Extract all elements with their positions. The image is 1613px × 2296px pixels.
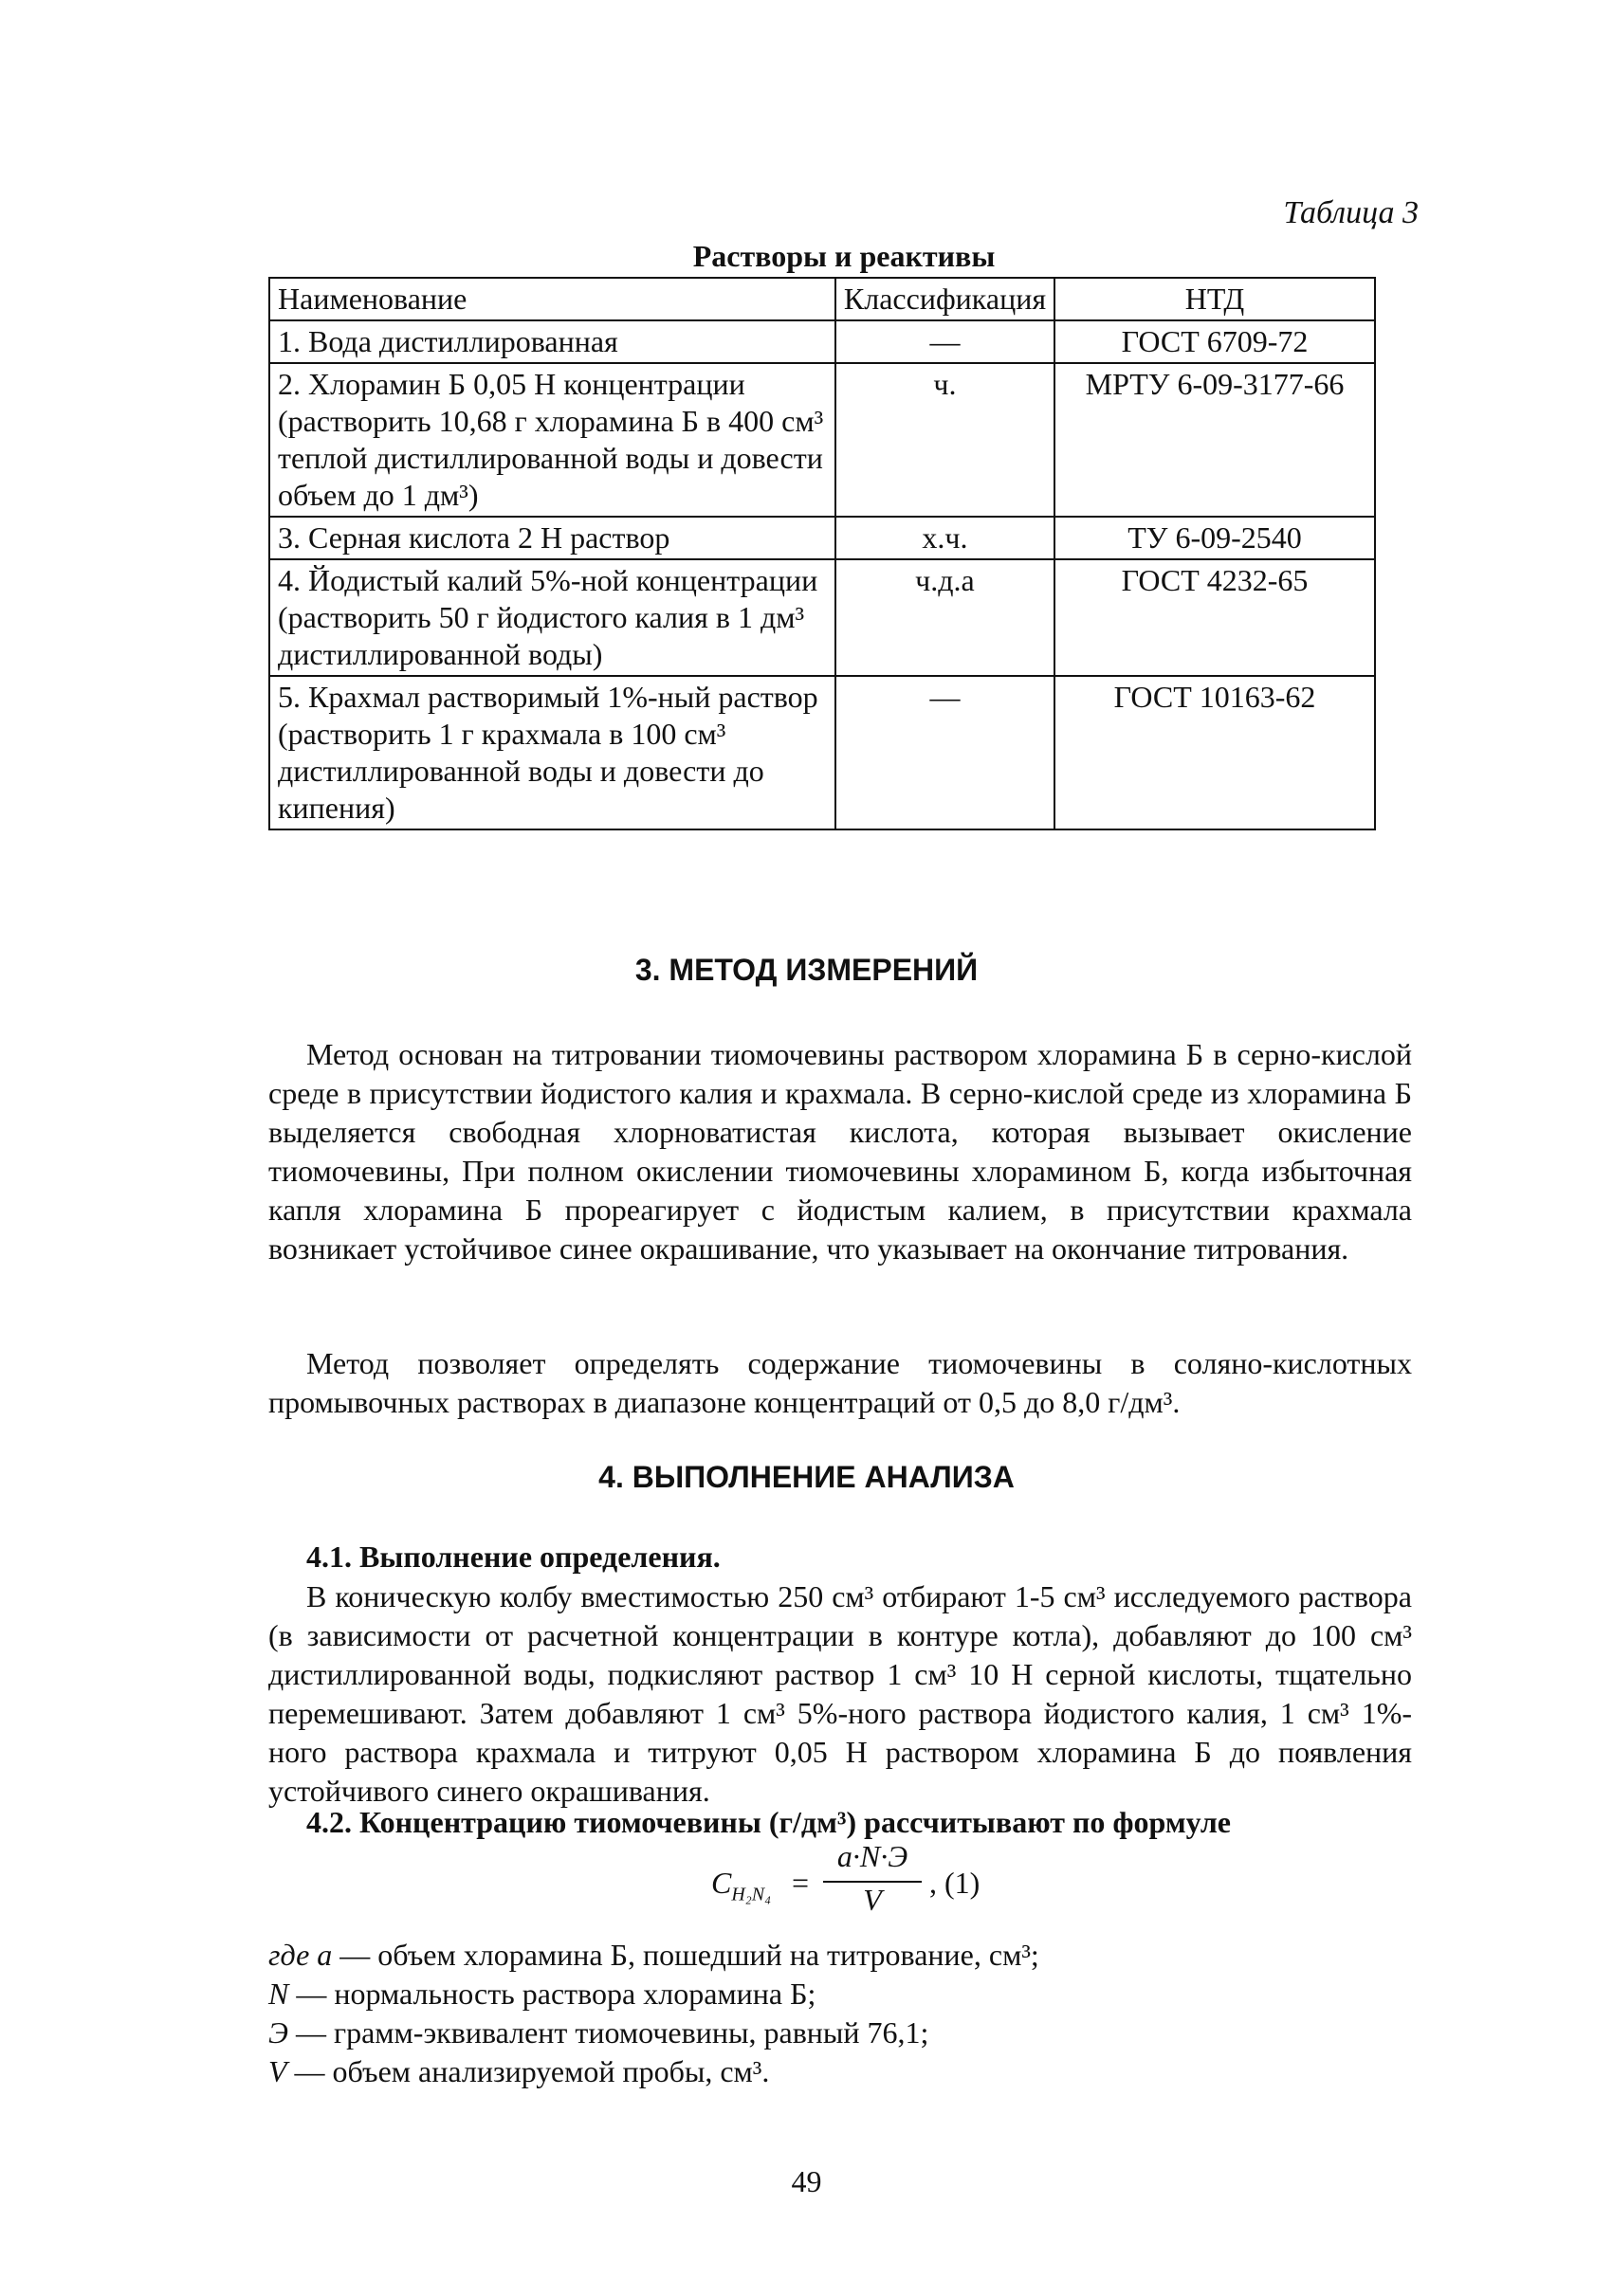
formula-numerator: a·N·Э (836, 1839, 908, 1873)
header-class: Классификация (835, 278, 1054, 320)
header-name: Наименование (269, 278, 835, 320)
section-4-heading: 4. ВЫПОЛНЕНИЕ АНАЛИЗА (598, 1460, 1015, 1494)
formula-lhs: $C_{H_2N_4}$ (711, 1866, 772, 1905)
table-row (269, 676, 1375, 829)
cell-ntd: ГОСТ 4232-65 (1054, 559, 1375, 676)
table-label: Таблица 3 (1283, 195, 1419, 230)
cell-class: — (835, 676, 1054, 829)
section-3-heading: 3. МЕТОД ИЗМЕРЕНИЙ (634, 953, 979, 987)
cell-class: — (835, 320, 1054, 363)
cell-name: 2. Хлорамин Б 0,05 Н концентрации (растворить 10,68 г хлорамина Б в 400 см³ теплой дистиллированной воды и довести объем до 1 дм³) (269, 363, 835, 517)
definition-a: где a — объем хлорамина Б, пошедший на титрование, см³; (268, 1938, 1039, 1972)
cell-ntd: МРТУ 6-09-3177-66 (1054, 363, 1375, 517)
section-4-paragraph-1: В коническую колбу вместимостью 250 см³ отбирают 1-5 см³ исследуемого раствора (в зависимости от расчетной концентрации в контуре котла), добавляют до 100 см³ дистиллированной воды, подкисляют раствор 1 см³ 10 Н серной кислоты, тщательно перемешивают. Затем добавляют 1 см³ 5%-ного раствора йодистого калия, 1 см³ 1%-ного раствора крахмала и титруют 0,05 Н раствором хлорамина Б до появления устойчивого синего окрашивания. (268, 1579, 1412, 1808)
subsection-4-2-heading: 4.2. Концентрацию тиомочевины (г/дм³) рассчитывают по формуле (306, 1805, 1231, 1839)
header-ntd: НТД (1054, 278, 1375, 320)
table-row (269, 363, 1375, 517)
definition-n: N — нормальность раствора хлорамина Б; (268, 1977, 816, 2011)
cell-class: х.ч. (835, 517, 1054, 559)
cell-class: ч.д.а (835, 559, 1054, 676)
cell-class: ч. (835, 363, 1054, 517)
cell-ntd: ГОСТ 10163-62 (1054, 676, 1375, 829)
section-3-paragraph-2: Метод позволяет определять содержание тиомочевины в соляно-кислотных промывочных растворах в диапазоне концентраций от 0,5 до 8,0 г/дм³. (268, 1346, 1412, 1419)
page-number: 49 (791, 2164, 822, 2198)
formula-denominator: V (863, 1883, 882, 1917)
cell-name: 5. Крахмал растворимый 1%-ный раствор (растворить 1 г крахмала в 100 см³ дистиллированной воды и довести до кипения) (269, 676, 835, 829)
cell-ntd: ТУ 6-09-2540 (1054, 517, 1375, 559)
subsection-4-1-heading: 4.1. Выполнение определения. (306, 1540, 721, 1574)
cell-name: 3. Серная кислота 2 Н раствор (269, 517, 835, 559)
cell-ntd: ГОСТ 6709-72 (1054, 320, 1375, 363)
cell-name: 4. Йодистый калий 5%-ной концентрации (растворить 50 г йодистого калия в 1 дм³ дистиллированной воды) (269, 559, 835, 676)
definition-v: V — объем анализируемой пробы, см³. (268, 2054, 770, 2088)
formula-number: , (1) (929, 1866, 981, 1900)
section-3-paragraph-1: Метод основан на титровании тиомочевины раствором хлорамина Б в серно-кислой среде в присутствии йодистого калия и крахмала. В серно-кислой среде из хлорамина Б выделяется свободная хлорноватистая кислота, которая вызывает окисление тиомочевины, При полном окислении тиомочевины хлорамином Б, когда избыточная капля хлорамина Б прореагирует с йодистым калием, в присутствии крахмала возникает устойчивое синее окрашивание, что указывает на окончание титрования. (268, 1037, 1412, 1266)
formula-equals: = (792, 1866, 810, 1900)
cell-name: 1. Вода дистиллированная (269, 320, 835, 363)
table-header-row (269, 278, 1375, 320)
table-title: Растворы и реактивы (692, 239, 996, 273)
reagents-table (268, 277, 1376, 830)
formula (702, 1839, 1081, 1924)
table-row (269, 517, 1375, 559)
table-row (269, 559, 1375, 676)
definition-e: Э — грамм-эквивалент тиомочевины, равный 76,1; (268, 2015, 929, 2050)
table-row (269, 320, 1375, 363)
